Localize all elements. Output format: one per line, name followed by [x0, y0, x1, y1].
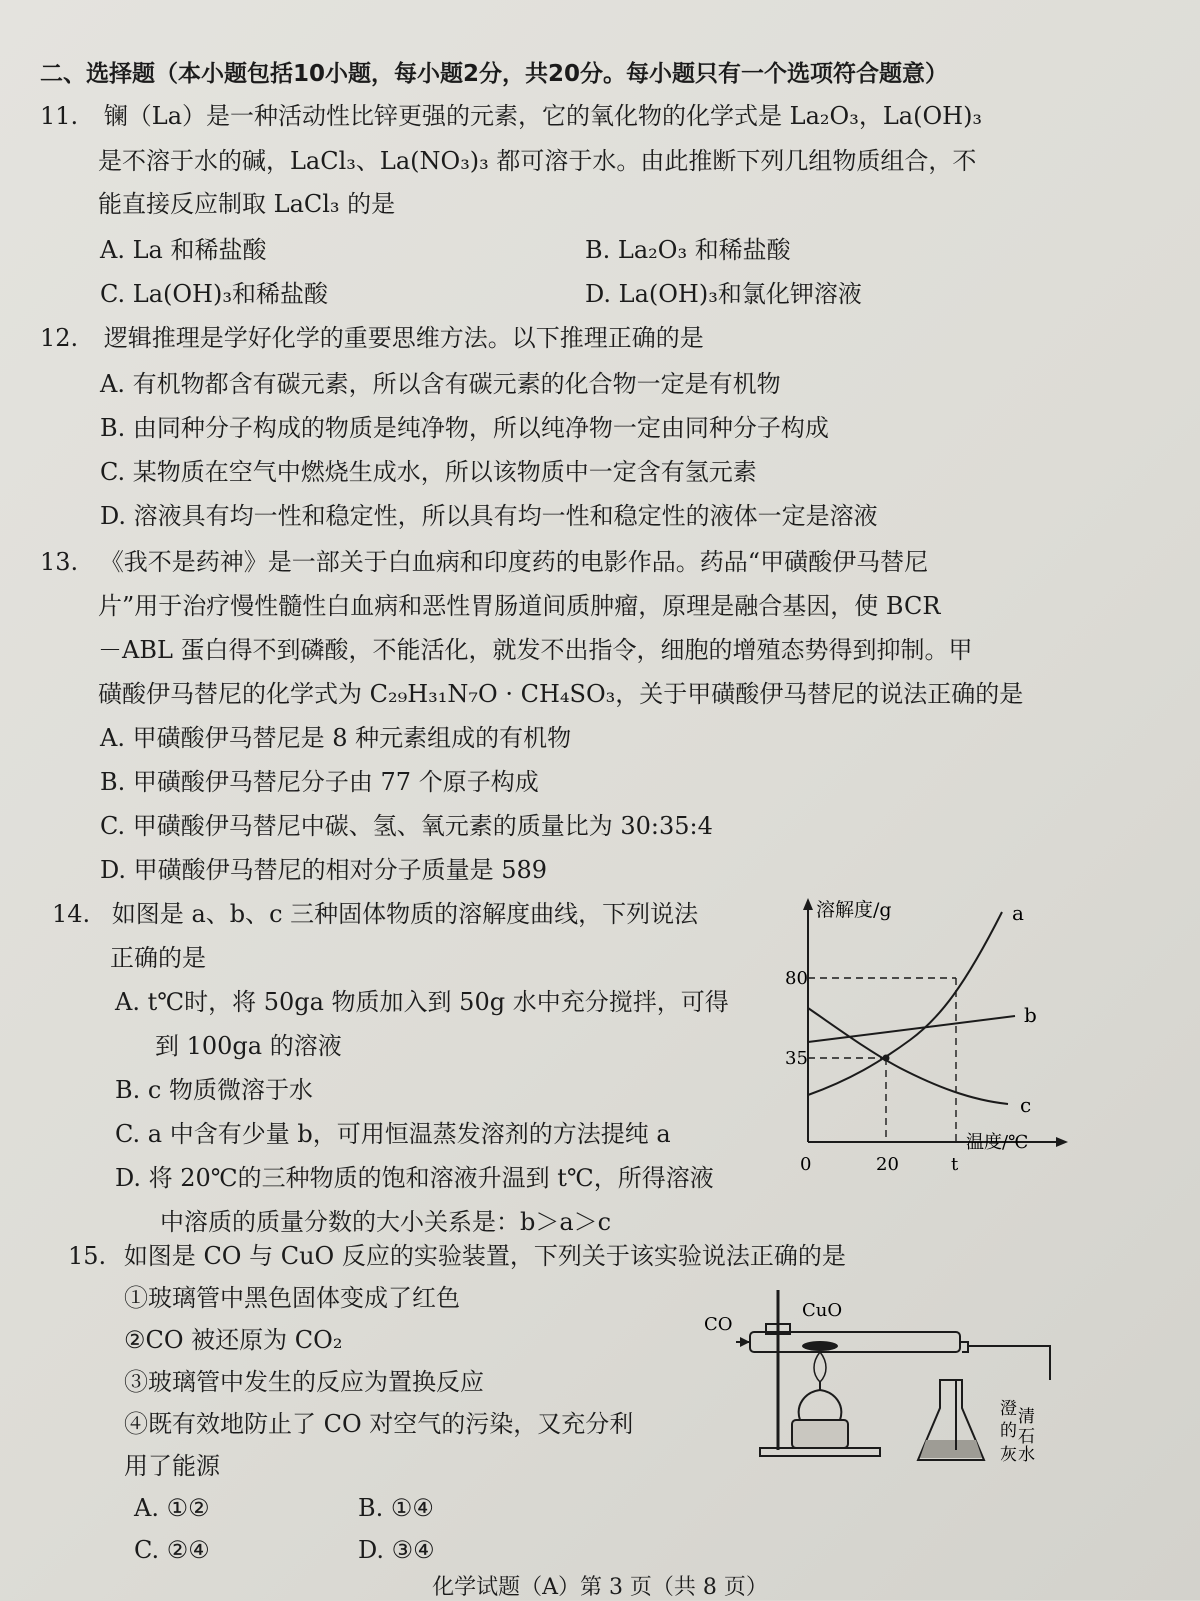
tick-0: 0 [800, 1154, 812, 1175]
q15-statement-4-line1: ④既有效地防止了 CO 对空气的污染，又充分利 [124, 1410, 634, 1438]
label-b: b [1024, 1003, 1037, 1027]
x-axis-label: 温度/℃ [966, 1132, 1029, 1153]
q15-line1 [68, 1240, 846, 1272]
q13-option-a: A. 甲磺酸伊马替尼是 8 种元素组成的有机物 [100, 724, 572, 752]
label-limewater-1: 澄 [1000, 1399, 1017, 1419]
q13-stem-line4: 磺酸伊马替尼的化学式为 C₂₉H₃₁N₇O · CH₄SO₃，关于甲磺酸伊马替尼的说法正确的是 [98, 680, 1024, 708]
co-cuo-apparatus-figure [700, 1290, 1060, 1490]
cuo-pile [802, 1341, 838, 1351]
q11-option-b: B. La₂O₃ 和稀盐酸 [585, 236, 791, 264]
q14-line1 [52, 898, 698, 930]
q14-stem-line2: 正确的是 [110, 944, 206, 972]
q15-statement-3: ③玻璃管中发生的反应为置换反应 [124, 1368, 484, 1396]
flame-icon [814, 1352, 826, 1382]
tick-t: t [951, 1154, 959, 1175]
q14-number: 14. [52, 900, 91, 928]
q13-number: 13. [40, 548, 79, 576]
q14-option-c: C. a 中含有少量 b，可用恒温蒸发溶剂的方法提纯 a [115, 1120, 671, 1148]
q11-option-c: C. La(OH)₃和稀盐酸 [100, 280, 328, 308]
tick-80: 80 [785, 968, 808, 989]
q12-line1 [40, 322, 704, 354]
q15-option-d: D. ③④ [358, 1536, 435, 1564]
q13-stem-line3: －ABL 蛋白得不到磷酸，不能活化，就发不出指令，细胞的增殖态势得到抑制。甲 [98, 636, 973, 664]
q13-option-d: D. 甲磺酸伊马替尼的相对分子质量是 589 [100, 856, 548, 884]
label-co: CO [704, 1314, 733, 1335]
q12-option-a: A. 有机物都含有碳元素，所以含有碳元素的化合物一定是有机物 [100, 370, 781, 398]
section-heading: 二、选择题（本小题包括10小题，每小题2分，共20分。每小题只有一个选项符合题意） [40, 61, 949, 87]
q15-statement-1: ①玻璃管中黑色固体变成了红色 [124, 1284, 460, 1312]
q11-stem-line3: 能直接反应制取 LaCl₃ 的是 [98, 190, 396, 218]
q13-stem-line1: 《我不是药神》是一部关于白血病和印度药的电影作品。药品“甲磺酸伊马替尼 [99, 548, 929, 576]
intersection-point [883, 1055, 890, 1062]
q12-number: 12. [40, 324, 79, 352]
x-axis-arrow [1056, 1137, 1068, 1147]
q14-stem-line1: 如图是 a、b、c 三种固体物质的溶解度曲线，下列说法 [111, 900, 699, 928]
q15-statement-2: ②CO 被还原为 CO₂ [124, 1326, 343, 1354]
lamp-body [792, 1420, 848, 1448]
q13-line1 [40, 546, 928, 578]
tube-stopper [960, 1342, 968, 1352]
q14-option-d-line1: D. 将 20℃的三种物质的饱和溶液升温到 t℃，所得溶液 [115, 1164, 714, 1192]
y-axis-arrow [803, 898, 813, 910]
y-axis-label: 溶解度/g [816, 899, 892, 921]
q13-option-b: B. 甲磺酸伊马替尼分子由 77 个原子构成 [100, 768, 539, 796]
q14-option-a-line2: 到 100ga 的溶液 [155, 1032, 342, 1060]
q11-line1 [40, 100, 982, 132]
q14-option-d-line2: 中溶质的质量分数的大小关系是：b＞a＞c [160, 1208, 612, 1236]
limewater-liquid [920, 1440, 982, 1458]
q15-option-c: C. ②④ [134, 1536, 210, 1564]
solubility-curve-figure [780, 890, 1070, 1180]
q15-statement-4-line2: 用了能源 [124, 1452, 220, 1480]
label-cuo: CuO [802, 1300, 843, 1321]
q14-option-a-line1: A. t℃时，将 50ga 物质加入到 50g 水中充分搅拌，可得 [115, 988, 729, 1016]
q13-option-c: C. 甲磺酸伊马替尼中碳、氢、氧元素的质量比为 30:35:4 [100, 812, 713, 840]
curve-a [808, 912, 1002, 1095]
q14-option-b: B. c 物质微溶于水 [115, 1076, 313, 1104]
q15-option-b: B. ①④ [358, 1494, 434, 1522]
q11-option-d: D. La(OH)₃和氯化钾溶液 [585, 280, 862, 308]
q11-number: 11. [40, 102, 79, 130]
tick-35: 35 [785, 1048, 808, 1069]
curve-c [808, 1008, 1008, 1104]
q15-option-a: A. ①② [134, 1494, 210, 1522]
label-a: a [1012, 901, 1024, 925]
outlet-tube [968, 1346, 1050, 1380]
label-limewater-5: 灰 [1000, 1445, 1017, 1465]
q11-stem-line2: 是不溶于水的碱，LaCl₃、La(NO₃)₃ 都可溶于水。由此推断下列几组物质组合，不 [98, 147, 977, 175]
q12-option-b: B. 由同种分子构成的物质是纯净物，所以纯净物一定由同种分子构成 [100, 414, 829, 442]
label-limewater-3: 的 [1000, 1421, 1017, 1441]
label-limewater-6: 水 [1018, 1445, 1035, 1465]
co-arrow-icon [740, 1337, 750, 1347]
q15-stem: 如图是 CO 与 CuO 反应的实验装置，下列关于该实验说法正确的是 [123, 1242, 846, 1270]
label-c: c [1020, 1093, 1032, 1117]
page-footer: 化学试题（A）第 3 页（共 8 页） [432, 1575, 768, 1600]
q12-option-d: D. 溶液具有均一性和稳定性，所以具有均一性和稳定性的液体一定是溶液 [100, 502, 878, 530]
tick-20: 20 [876, 1154, 899, 1175]
q12-option-c: C. 某物质在空气中燃烧生成水，所以该物质中一定含有氢元素 [100, 458, 757, 486]
q15-number: 15. [68, 1242, 107, 1270]
label-limewater-4: 石 [1018, 1427, 1035, 1447]
label-limewater-2: 清 [1018, 1407, 1035, 1427]
q12-stem: 逻辑推理是学好化学的重要思维方法。以下推理正确的是 [103, 324, 704, 352]
alcohol-lamp [799, 1390, 842, 1420]
q11-stem-line1: 镧（La）是一种活动性比锌更强的元素，它的氧化物的化学式是 La₂O₃，La(OH)₃ [103, 102, 983, 130]
q13-stem-line2: 片”用于治疗慢性髓性白血病和恶性胃肠道间质肿瘤，原理是融合基因，使 BCR [98, 592, 941, 620]
q11-option-a: A. La 和稀盐酸 [100, 236, 267, 264]
